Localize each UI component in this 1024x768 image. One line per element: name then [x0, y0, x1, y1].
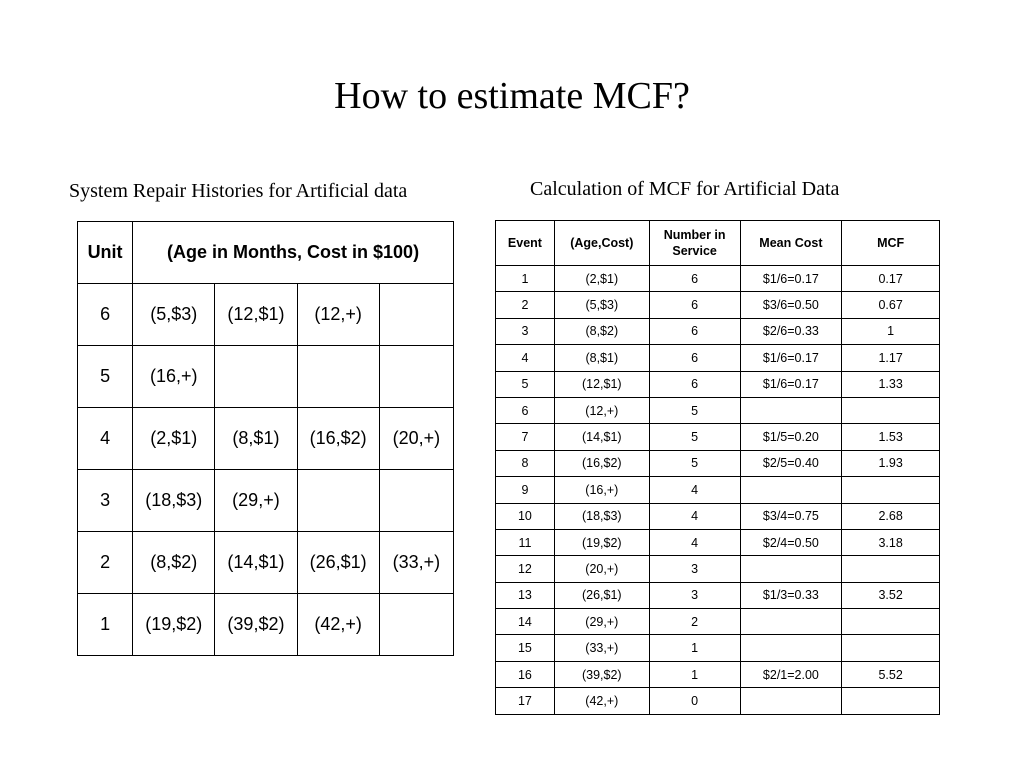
age-cost-cell: (39,$2): [554, 661, 649, 687]
mean-cost-cell: $3/4=0.75: [740, 503, 842, 529]
number-in-service-cell: 0: [649, 688, 740, 714]
mcf-cell: 3.52: [842, 582, 940, 608]
mcf-calculation-caption: Calculation of MCF for Artificial Data: [530, 178, 840, 200]
number-in-service-header-line2: Service: [672, 244, 717, 258]
mcf-table-row: [496, 582, 940, 608]
event-cell: 7: [496, 424, 555, 450]
age-cost-cell: (12,+): [554, 397, 649, 423]
number-in-service-cell: 6: [649, 371, 740, 397]
mean-cost-cell: [740, 397, 842, 423]
repair-event-cell: [379, 470, 453, 532]
age-cost-cell: (16,+): [554, 477, 649, 503]
repair-event-cell: (18,$3): [133, 470, 215, 532]
events-header: (Age in Months, Cost in $100): [133, 222, 454, 284]
number-in-service-cell: 6: [649, 266, 740, 292]
number-in-service-cell: 6: [649, 292, 740, 318]
repair-event-cell: [215, 346, 297, 408]
repair-event-cell: [297, 470, 379, 532]
repair-table-row: [78, 532, 454, 594]
repair-table-row: [78, 470, 454, 532]
repair-event-cell: (12,$1): [215, 284, 297, 346]
event-header: Event: [496, 221, 555, 266]
unit-cell: 1: [78, 594, 133, 656]
age-cost-cell: (33,+): [554, 635, 649, 661]
age-cost-cell: (2,$1): [554, 266, 649, 292]
number-in-service-cell: 1: [649, 635, 740, 661]
repair-event-cell: (29,+): [215, 470, 297, 532]
mean-cost-cell: $2/6=0.33: [740, 318, 842, 344]
mean-cost-cell: [740, 556, 842, 582]
mcf-cell: 1.33: [842, 371, 940, 397]
age-cost-cell: (19,$2): [554, 529, 649, 555]
unit-cell: 3: [78, 470, 133, 532]
mcf-cell: 0.17: [842, 266, 940, 292]
age-cost-cell: (14,$1): [554, 424, 649, 450]
mcf-table-row: [496, 609, 940, 635]
mcf-cell: [842, 688, 940, 714]
mcf-table-row: [496, 424, 940, 450]
repair-histories-table: [77, 221, 454, 656]
repair-event-cell: (20,+): [379, 408, 453, 470]
age-cost-cell: (20,+): [554, 556, 649, 582]
unit-cell: 4: [78, 408, 133, 470]
age-cost-cell: (26,$1): [554, 582, 649, 608]
repair-event-cell: (16,+): [133, 346, 215, 408]
repair-event-cell: (8,$1): [215, 408, 297, 470]
number-in-service-cell: 4: [649, 503, 740, 529]
mcf-table-body: [496, 266, 940, 715]
repair-event-cell: (8,$2): [133, 532, 215, 594]
repair-event-cell: (42,+): [297, 594, 379, 656]
repair-table-row: [78, 284, 454, 346]
repair-event-cell: (2,$1): [133, 408, 215, 470]
mean-cost-cell: $1/6=0.17: [740, 371, 842, 397]
event-cell: 13: [496, 582, 555, 608]
repair-histories-caption: System Repair Histories for Artificial data: [69, 180, 408, 202]
number-in-service-header: [649, 221, 740, 266]
mcf-table-row: [496, 450, 940, 476]
number-in-service-cell: 6: [649, 318, 740, 344]
age-cost-header: (Age,Cost): [554, 221, 649, 266]
mcf-cell: 5.52: [842, 661, 940, 687]
mcf-cell: [842, 609, 940, 635]
mean-cost-cell: $1/5=0.20: [740, 424, 842, 450]
repair-event-cell: [379, 594, 453, 656]
event-cell: 14: [496, 609, 555, 635]
age-cost-cell: (16,$2): [554, 450, 649, 476]
repair-event-cell: [379, 284, 453, 346]
mean-cost-cell: [740, 635, 842, 661]
mean-cost-header: Mean Cost: [740, 221, 842, 266]
mean-cost-cell: $3/6=0.50: [740, 292, 842, 318]
mcf-cell: 0.67: [842, 292, 940, 318]
event-cell: 10: [496, 503, 555, 529]
unit-cell: 5: [78, 346, 133, 408]
number-in-service-cell: 3: [649, 556, 740, 582]
mcf-cell: [842, 397, 940, 423]
mcf-table-row: [496, 292, 940, 318]
event-cell: 17: [496, 688, 555, 714]
age-cost-cell: (42,+): [554, 688, 649, 714]
mcf-table-row: [496, 688, 940, 714]
mcf-calculation-table: [495, 220, 940, 715]
event-cell: 11: [496, 529, 555, 555]
number-in-service-cell: 1: [649, 661, 740, 687]
mcf-cell: [842, 556, 940, 582]
number-in-service-cell: 5: [649, 450, 740, 476]
mean-cost-cell: $2/5=0.40: [740, 450, 842, 476]
number-in-service-cell: 3: [649, 582, 740, 608]
event-cell: 2: [496, 292, 555, 318]
unit-cell: 6: [78, 284, 133, 346]
mcf-cell: 1: [842, 318, 940, 344]
repair-event-cell: (16,$2): [297, 408, 379, 470]
repair-table-row: [78, 594, 454, 656]
repair-table-row: [78, 346, 454, 408]
repair-event-cell: (33,+): [379, 532, 453, 594]
repair-table-row: [78, 408, 454, 470]
repair-event-cell: (39,$2): [215, 594, 297, 656]
mcf-header: MCF: [842, 221, 940, 266]
number-in-service-cell: 5: [649, 397, 740, 423]
mcf-table-row: [496, 371, 940, 397]
mcf-table-header-row: [496, 221, 940, 266]
mean-cost-cell: [740, 609, 842, 635]
event-cell: 5: [496, 371, 555, 397]
mcf-cell: 1.17: [842, 345, 940, 371]
number-in-service-header-line1: Number in: [663, 228, 726, 242]
mcf-table-row: [496, 661, 940, 687]
mean-cost-cell: $1/6=0.17: [740, 266, 842, 292]
event-cell: 8: [496, 450, 555, 476]
mcf-cell: 1.53: [842, 424, 940, 450]
repair-table-header-row: [78, 222, 454, 284]
repair-event-cell: (5,$3): [133, 284, 215, 346]
mean-cost-cell: $2/4=0.50: [740, 529, 842, 555]
mcf-table-row: [496, 503, 940, 529]
mean-cost-cell: $2/1=2.00: [740, 661, 842, 687]
mcf-cell: 2.68: [842, 503, 940, 529]
repair-event-cell: (14,$1): [215, 532, 297, 594]
age-cost-cell: (18,$3): [554, 503, 649, 529]
age-cost-cell: (8,$1): [554, 345, 649, 371]
mcf-table-row: [496, 397, 940, 423]
mcf-cell: [842, 635, 940, 661]
unit-cell: 2: [78, 532, 133, 594]
repair-event-cell: (19,$2): [133, 594, 215, 656]
event-cell: 6: [496, 397, 555, 423]
slide-title: How to estimate MCF?: [334, 75, 690, 117]
age-cost-cell: (5,$3): [554, 292, 649, 318]
number-in-service-cell: 6: [649, 345, 740, 371]
event-cell: 3: [496, 318, 555, 344]
repair-event-cell: (26,$1): [297, 532, 379, 594]
mcf-cell: 3.18: [842, 529, 940, 555]
mcf-table-row: [496, 345, 940, 371]
mean-cost-cell: $1/6=0.17: [740, 345, 842, 371]
mean-cost-cell: [740, 688, 842, 714]
number-in-service-cell: 4: [649, 529, 740, 555]
mean-cost-cell: [740, 477, 842, 503]
age-cost-cell: (8,$2): [554, 318, 649, 344]
number-in-service-cell: 4: [649, 477, 740, 503]
event-cell: 12: [496, 556, 555, 582]
number-in-service-cell: 5: [649, 424, 740, 450]
age-cost-cell: (29,+): [554, 609, 649, 635]
age-cost-cell: (12,$1): [554, 371, 649, 397]
mean-cost-cell: $1/3=0.33: [740, 582, 842, 608]
event-cell: 16: [496, 661, 555, 687]
mcf-cell: [842, 477, 940, 503]
repair-event-cell: [297, 346, 379, 408]
event-cell: 4: [496, 345, 555, 371]
mcf-table-row: [496, 477, 940, 503]
unit-header: Unit: [78, 222, 133, 284]
mcf-table-row: [496, 635, 940, 661]
mcf-cell: 1.93: [842, 450, 940, 476]
event-cell: 15: [496, 635, 555, 661]
repair-event-cell: (12,+): [297, 284, 379, 346]
number-in-service-cell: 2: [649, 609, 740, 635]
repair-event-cell: [379, 346, 453, 408]
mcf-table-row: [496, 529, 940, 555]
event-cell: 9: [496, 477, 555, 503]
mcf-table-row: [496, 266, 940, 292]
repair-table-body: [78, 284, 454, 656]
event-cell: 1: [496, 266, 555, 292]
mcf-table-row: [496, 556, 940, 582]
mcf-table-row: [496, 318, 940, 344]
